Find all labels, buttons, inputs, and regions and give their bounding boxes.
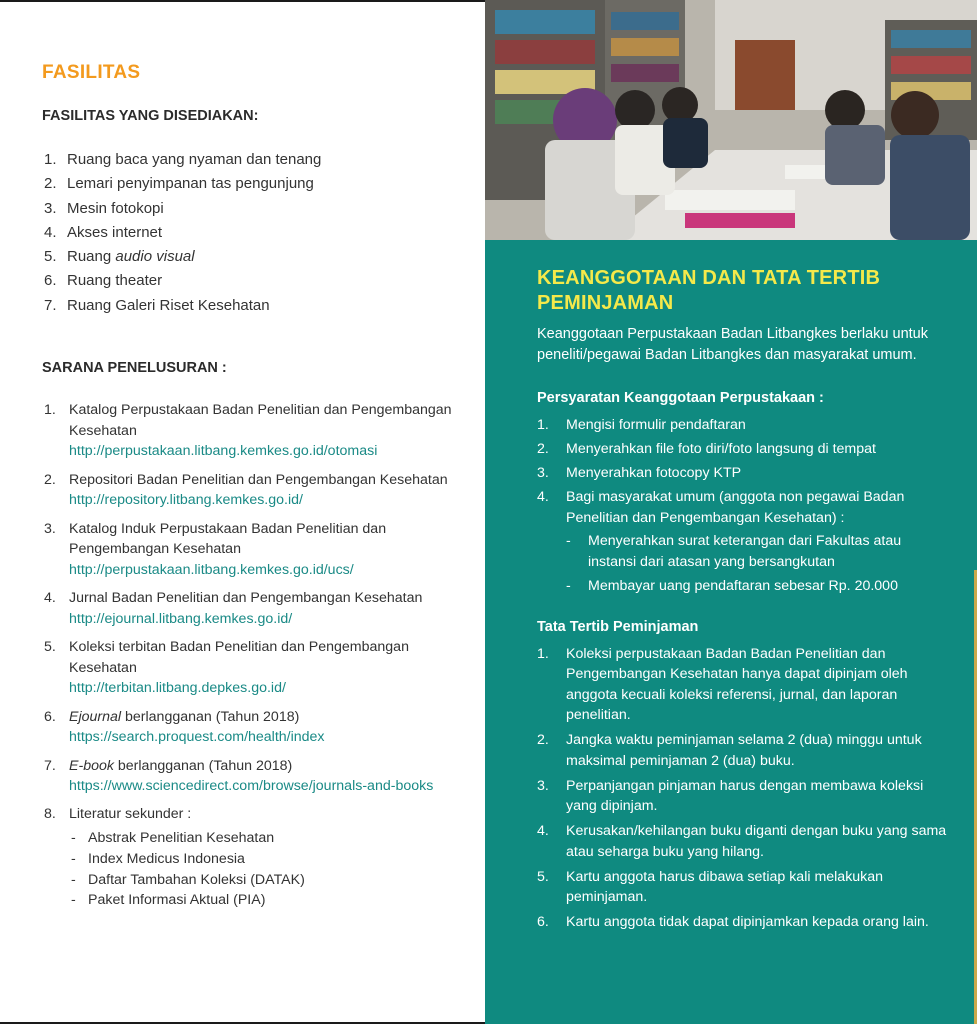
search-link[interactable]: http://ejournal.litbang.kemkes.go.id/	[69, 610, 293, 627]
section-title: FASILITAS	[42, 62, 141, 83]
rule-item: 6. Kartu anggota tidak dapat dipinjamkan kepada orang lain.	[537, 914, 929, 930]
rule-item: 1. Koleksi perpustakaan Badan Badan Penelitian dan Pengembangan Kesehatan hanya dapat dipinjam oleh anggota kecuali koleksi referensi, jurnal, dan laporan penelitian.	[537, 645, 908, 723]
facility-item: 6. Ruang theater	[44, 272, 163, 290]
search-link[interactable]: http://perpustakaan.litbang.kemkes.go.id/ucs/	[69, 561, 354, 578]
membership-intro: Keanggotaan Perpustakaan Badan Litbangkes berlaku untuk peneliti/pegawai Badan Litbangkes dan masyarakat umum.	[537, 326, 928, 363]
facility-item: 4. Akses internet	[44, 223, 163, 241]
search-item: 4. Jurnal Badan Penelitian dan Pengembangan Kesehatan http://ejournal.litbang.kemkes.go.id/	[44, 588, 464, 629]
search-link[interactable]: http://terbitan.litbang.depkes.go.id/	[69, 680, 286, 697]
rules-list	[537, 644, 947, 933]
requirements-list	[537, 415, 947, 597]
requirement-sub-list	[566, 531, 947, 597]
search-item: 7. E-book berlangganan (Tahun 2018) https://www.sciencedirect.com/browse/journals-and-books	[44, 756, 464, 797]
requirements-heading: Persyaratan Keanggotaan Perpustakaan :	[537, 390, 824, 406]
requirement-item: 4. Bagi masyarakat umum (anggota non pegawai Badan Penelitian dan Pengembangan Kesehatan) : - Menyerahkan surat keterangan dari Fakultas atau instansi dari atasan yang bersangkutan - Membayar uang pendaftaran sebesar Rp. 20.000	[537, 487, 947, 597]
facility-item: 5. Ruang audio visual	[44, 248, 195, 266]
rule-item: 2. Jangka waktu peminjaman selama 2 (dua) minggu untuk maksimal peminjaman 2 (dua) buku.	[537, 732, 922, 769]
rule-item: 5. Kartu anggota harus dibawa setiap kali melakukan peminjaman.	[537, 868, 884, 905]
search-item: 1. Katalog Perpustakaan Badan Penelitian dan Pengembangan Kesehatan http://perpustakaan.litbang.kemkes.go.id/otomasi	[44, 400, 464, 462]
search-list	[44, 400, 464, 918]
requirement-item: 3. Menyerahkan fotocopy KTP	[537, 465, 742, 481]
secondary-item: - Daftar Tambahan Koleksi (DATAK)	[71, 871, 305, 888]
search-item: 6. Ejournal berlangganan (Tahun 2018) https://search.proquest.com/health/index	[44, 707, 464, 748]
search-heading: SARANA PENELUSURAN :	[42, 360, 227, 376]
membership-title: KEANGGOTAAN DAN TATA TERTIB PEMINJAMAN	[537, 267, 881, 314]
requirement-item: 1. Mengisi formulir pendaftaran	[537, 417, 746, 433]
secondary-item: - Index Medicus Indonesia	[71, 850, 245, 867]
library-photo	[485, 0, 977, 240]
search-link[interactable]: https://www.sciencedirect.com/browse/journals-and-books	[69, 778, 434, 795]
facility-item: 1. Ruang baca yang nyaman dan tenang	[44, 151, 322, 168]
top-divider	[0, 0, 485, 2]
requirement-item: 2. Menyerahkan file foto diri/foto langsung di tempat	[537, 441, 876, 457]
membership-section	[537, 266, 947, 937]
rule-item: 4. Kerusakan/kehilangan buku diganti dengan buku yang sama atau seharga buku yang hilang.	[537, 823, 947, 860]
search-link[interactable]: https://search.proquest.com/health/index	[69, 729, 325, 746]
secondary-item: - Abstrak Penelitian Kesehatan	[71, 830, 275, 847]
requirement-sub-item: - Membayar uang pendaftaran sebesar Rp. 20.000	[566, 578, 898, 594]
secondary-literature-list	[69, 828, 464, 911]
left-column	[0, 0, 485, 1024]
facility-item: 7. Ruang Galeri Riset Kesehatan	[44, 296, 270, 314]
search-item: 5. Koleksi terbitan Badan Penelitian dan Pengembangan Kesehatan http://terbitan.litbang.depkes.go.id/	[44, 637, 464, 699]
search-item: 2. Repositori Badan Penelitian dan Pengembangan Kesehatan http://repository.litbang.kemkes.go.id/	[44, 470, 464, 511]
search-link[interactable]: http://repository.litbang.kemkes.go.id/	[69, 492, 303, 509]
search-item: 3. Katalog Induk Perpustakaan Badan Penelitian dan Pengembangan Kesehatan http://perpustakaan.litbang.kemkes.go.id/ucs/	[44, 519, 464, 581]
secondary-item: - Paket Informasi Aktual (PIA)	[71, 892, 266, 909]
library-photo-illustration	[485, 0, 977, 240]
rules-heading: Tata Tertib Peminjaman	[537, 618, 699, 635]
right-column	[485, 0, 977, 1024]
search-item: 8. Literatur sekunder : - Abstrak Penelitian Kesehatan - Index Medicus Indonesia - Daftar Tambahan Koleksi (DATAK) - Paket Informasi Aktual (PIA)	[44, 804, 464, 911]
rule-item: 3. Perpanjangan pinjaman harus dengan membawa koleksi yang dipinjam.	[537, 777, 924, 814]
facilities-list	[44, 148, 321, 318]
facilities-heading: FASILITAS YANG DISEDIAKAN:	[42, 108, 259, 124]
requirement-sub-item: - Menyerahkan surat keterangan dari Fakultas atau instansi dari atasan yang bersangkutan	[566, 533, 902, 570]
search-link[interactable]: http://perpustakaan.litbang.kemkes.go.id/otomasi	[69, 443, 378, 460]
facility-item: 3. Mesin fotokopi	[44, 199, 164, 217]
facility-item: 2. Lemari penyimpanan tas pengunjung	[44, 175, 314, 193]
